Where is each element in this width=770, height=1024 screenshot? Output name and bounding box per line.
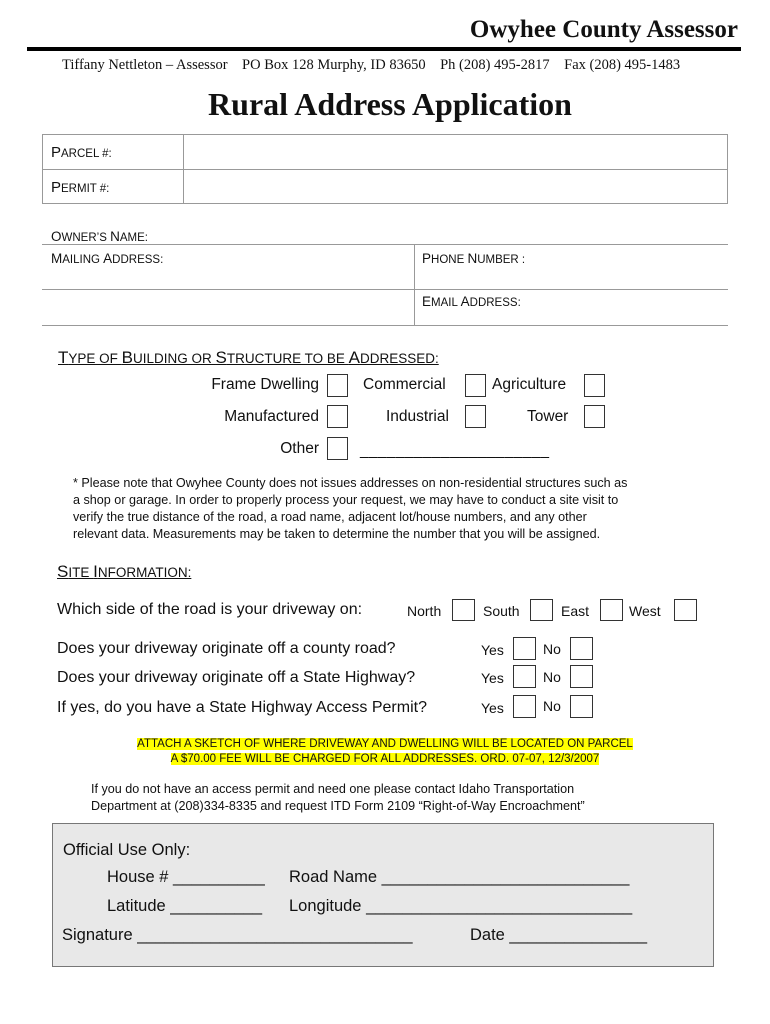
building-note: [73, 475, 627, 543]
page-title: Rural Address Application: [208, 86, 572, 122]
tower-checkbox[interactable]: [584, 405, 605, 428]
west-checkbox[interactable]: [674, 599, 697, 621]
access-permit-question: If yes, do you have a State Highway Access Permit?: [57, 699, 427, 716]
permit-input[interactable]: [183, 169, 728, 204]
phone-number-label: PHONE NUMBER :: [422, 251, 526, 266]
header-info: Tiffany Nettleton – Assessor PO Box 128 Murphy, ID 83650 Ph (208) 495-2817 Fax (208) 495-1483: [62, 57, 681, 73]
county-road-yes-label: Yes: [481, 642, 504, 658]
latitude-field[interactable]: Latitude __________: [107, 897, 263, 915]
north-label: North: [407, 603, 442, 619]
email-address-label: EMAIL ADDRESS:: [422, 294, 521, 309]
state-highway-question: Does your driveway originate off a State Highway?: [57, 669, 416, 686]
other-label: Other: [280, 440, 319, 457]
official-use-title: Official Use Only:: [63, 841, 191, 859]
west-label: West: [629, 603, 661, 619]
agriculture-checkbox[interactable]: [584, 374, 605, 397]
east-label: East: [561, 603, 590, 619]
access-permit-no-checkbox[interactable]: [570, 695, 593, 718]
phone-rule: [415, 289, 728, 290]
site-information-heading: SITE INFORMATION:: [57, 562, 192, 581]
phone-number-input[interactable]: [415, 246, 728, 288]
mailing-address-label: MAILING ADDRESS:: [51, 251, 164, 266]
note-line: verify the true distance of the road, a road name, adjacent lot/house numbers, and any other: [73, 510, 587, 524]
east-checkbox[interactable]: [600, 599, 623, 621]
permit-label: PERMIT #:: [51, 179, 110, 196]
office-title: Owyhee County Assessor: [469, 16, 738, 43]
sketch-notice-line: ATTACH A SKETCH OF WHERE DRIVEWAY AND DWELLING WILL BE LOCATED ON PARCEL: [137, 738, 633, 750]
header-rule: [27, 47, 741, 51]
access-permit-yes-checkbox[interactable]: [513, 695, 536, 718]
county-road-question: Does your driveway originate off a county road?: [57, 640, 396, 657]
note-line: relevant data. Measurements may be taken to determine the number that you will be assigned.: [73, 527, 601, 541]
mailing-address-input[interactable]: [42, 246, 414, 326]
driveway-side-question: Which side of the road is your driveway on:: [57, 601, 363, 618]
frame-dwelling-label: Frame Dwelling: [211, 376, 319, 393]
fee-notice-line: A $70.00 FEE WILL BE CHARGED FOR ALL ADDRESSES. ORD. 07-07, 12/3/2007: [170, 753, 600, 765]
other-description-field[interactable]: _____________________: [360, 442, 550, 459]
other-checkbox[interactable]: [327, 437, 348, 460]
contact-line: Department at (208)334-8335 and request ITD Form 2109 “Right-of-Way Encroachment”: [91, 799, 585, 813]
access-permit-contact: [91, 781, 585, 815]
manufactured-label: Manufactured: [224, 408, 319, 425]
longitude-field[interactable]: Longitude _____________________________: [289, 897, 633, 915]
south-checkbox[interactable]: [530, 599, 553, 621]
county-road-no-checkbox[interactable]: [570, 637, 593, 660]
access-permit-no-label: No: [543, 698, 561, 714]
email-address-input[interactable]: [415, 291, 728, 325]
parcel-label: PARCEL #:: [51, 144, 112, 161]
owner-rule: [42, 244, 728, 245]
date-field[interactable]: Date _______________: [470, 926, 648, 944]
county-road-no-label: No: [543, 641, 561, 657]
owner-name-label: OWNER’S NAME:: [51, 229, 148, 244]
note-line: * Please note that Owyhee County does not issues addresses on non-residential structures such as: [73, 476, 628, 490]
agriculture-label: Agriculture: [492, 376, 567, 393]
commercial-checkbox[interactable]: [465, 374, 486, 397]
tower-label: Tower: [527, 408, 569, 425]
road-name-field[interactable]: Road Name ___________________________: [289, 868, 630, 886]
county-road-yes-checkbox[interactable]: [513, 637, 536, 660]
contact-line: If you do not have an access permit and need one please contact Idaho Transportation: [91, 782, 575, 796]
industrial-checkbox[interactable]: [465, 405, 486, 428]
north-checkbox[interactable]: [452, 599, 475, 621]
mailing-rule: [42, 289, 414, 290]
state-highway-yes-checkbox[interactable]: [513, 665, 536, 688]
commercial-label: Commercial: [363, 376, 446, 393]
house-number-field[interactable]: House # __________: [107, 868, 265, 886]
parcel-input[interactable]: [183, 134, 728, 170]
bottom-rule: [42, 325, 728, 326]
note-line: a shop or garage. In order to properly process your request, we may have to conduct a site visit to: [73, 493, 619, 507]
state-highway-yes-label: Yes: [481, 670, 504, 686]
building-type-heading: TYPE OF BUILDING OR STRUCTURE TO BE ADDRESSED:: [58, 348, 439, 367]
south-label: South: [483, 603, 520, 619]
manufactured-checkbox[interactable]: [327, 405, 348, 428]
industrial-label: Industrial: [386, 408, 449, 425]
state-highway-no-checkbox[interactable]: [570, 665, 593, 688]
sketch-notice: [0, 737, 770, 767]
frame-dwelling-checkbox[interactable]: [327, 374, 348, 397]
access-permit-yes-label: Yes: [481, 700, 504, 716]
signature-field[interactable]: Signature ______________________________: [62, 926, 413, 944]
state-highway-no-label: No: [543, 669, 561, 685]
